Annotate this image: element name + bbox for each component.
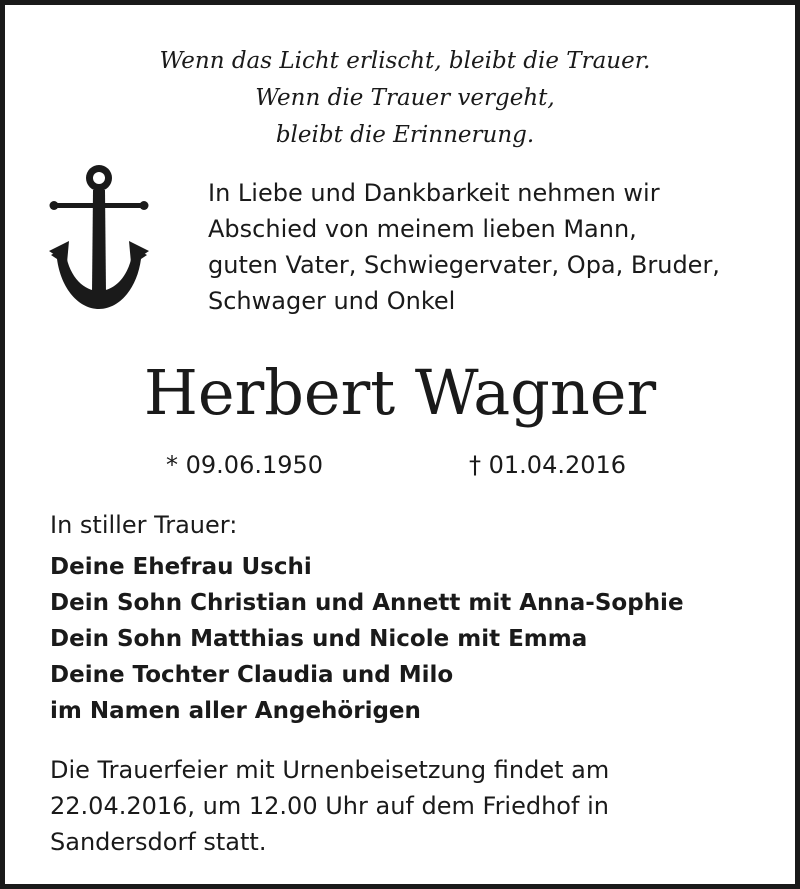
intro-line: Abschied von meinem lieben Mann, xyxy=(208,215,637,243)
mourner-line: Dein Sohn Christian und Annett mit Anna-Sophie xyxy=(50,590,684,616)
intro-line: In Liebe und Dankbarkeit nehmen wir xyxy=(208,179,660,207)
poem-line: Wenn das Licht erlischt, bleibt die Trauer. xyxy=(159,48,651,74)
funeral-line: 22.04.2016, um 12.00 Uhr auf dem Friedhof in xyxy=(50,792,609,820)
death-date: † 01.04.2016 xyxy=(469,451,627,479)
poem-line: bleibt die Erinnerung. xyxy=(275,122,535,148)
mourner-line: Deine Tochter Claudia und Milo xyxy=(50,662,454,688)
mourners-list xyxy=(50,549,770,729)
deceased-name: Herbert Wagner xyxy=(143,356,657,429)
mourner-line: Dein Sohn Matthias und Nicole mit Emma xyxy=(50,626,588,652)
birth-date: * 09.06.1950 xyxy=(166,451,324,479)
funeral-line: Sandersdorf statt. xyxy=(50,828,267,856)
intro-line: Schwager und Onkel xyxy=(208,287,456,315)
mourner-line: Deine Ehefrau Uschi xyxy=(50,554,312,580)
funeral-line: Die Trauerfeier mit Urnenbeisetzung findet am xyxy=(50,756,610,784)
mourner-line: im Namen aller Angehörigen xyxy=(50,698,421,724)
memorial-poem xyxy=(45,43,765,154)
mourning-label: In stiller Trauer: xyxy=(50,511,238,539)
anchor-icon xyxy=(49,163,151,311)
intro-line: guten Vater, Schwiegervater, Opa, Bruder, xyxy=(208,251,720,279)
poem-line: Wenn die Trauer vergeht, xyxy=(255,85,555,111)
intro-text xyxy=(208,175,768,319)
funeral-info xyxy=(50,752,770,860)
